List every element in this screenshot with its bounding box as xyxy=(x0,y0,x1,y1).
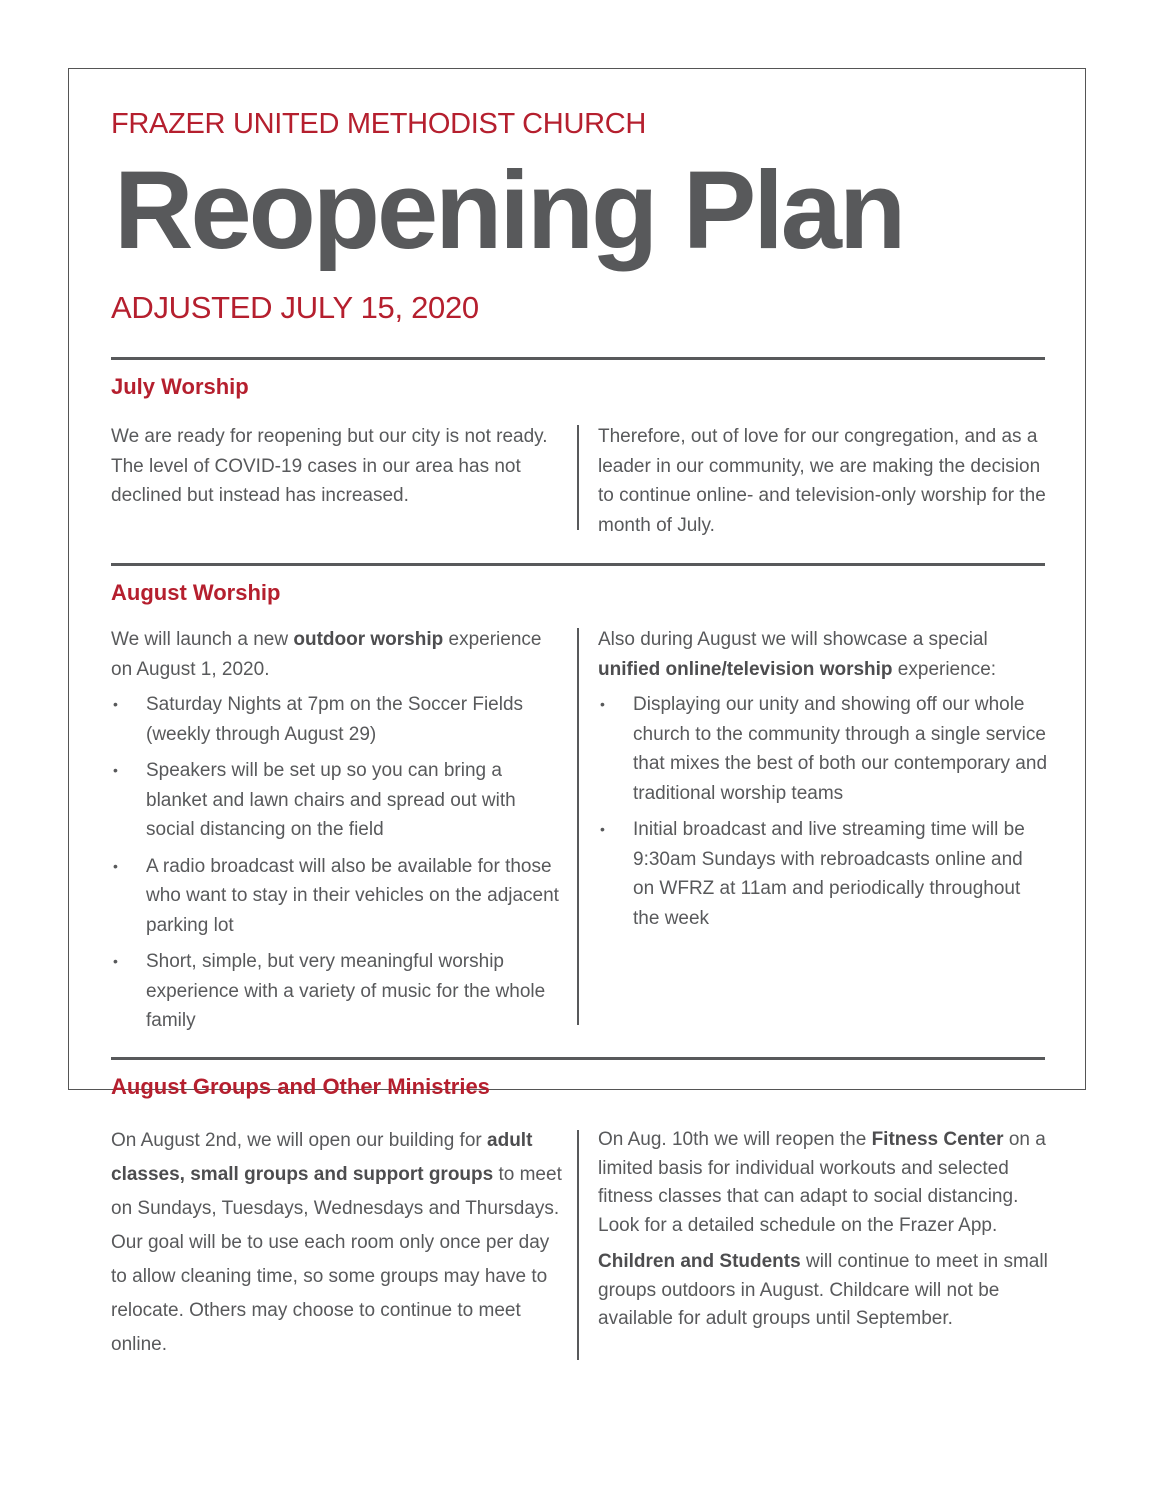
bold-text: Fitness Center xyxy=(871,1129,1004,1150)
text: Also during August we will showcase a special xyxy=(598,629,988,650)
july-right-paragraph: Therefore, out of love for our congregation, and as a leader in our community, we are making the decision to continue online- and television-only worship for the month of July. xyxy=(598,426,1046,536)
section-divider xyxy=(111,563,1045,566)
column-divider xyxy=(577,628,579,1025)
text: to meet on Sundays, Tuesdays, Wednesdays and Thursdays. Our goal will be to use each room only once per day to allow cleaning time, so some groups may have to relocate. Others may choose to continue to meet online. xyxy=(111,1164,562,1355)
section-divider xyxy=(111,1057,1045,1060)
page-title: Reopening Plan xyxy=(114,149,904,272)
list-item: • A radio broadcast will also be available for those who want to stay in their vehicles on the adjacent parking lot xyxy=(111,852,566,941)
bold-text: outdoor worship xyxy=(293,629,444,650)
column-divider xyxy=(577,425,579,530)
august-right-column xyxy=(598,625,1048,940)
fitness-paragraph xyxy=(598,1126,1048,1240)
list-item: • Saturday Nights at 7pm on the Soccer Fields (weekly through August 29) xyxy=(111,690,566,749)
list-item: • Speakers will be set up so you can bring a blanket and lawn chairs and spread out with social distancing on the field xyxy=(111,756,566,845)
text: On Aug. 10th we will reopen the xyxy=(598,1129,872,1150)
text: We will launch a new xyxy=(111,629,294,650)
column-divider xyxy=(577,1130,579,1360)
list-item: • Short, simple, but very meaningful worship experience with a variety of music for the whole family xyxy=(111,947,566,1036)
august-left-column xyxy=(111,625,566,1043)
groups-left-paragraph xyxy=(111,1124,566,1362)
text: will continue to meet in small groups outdoors in August. Childcare will not be available for adult groups until September. xyxy=(598,1251,1048,1329)
july-left-text xyxy=(111,422,566,511)
text: experience: xyxy=(892,658,997,680)
bold-text: adult classes, small groups and support groups xyxy=(111,1130,533,1185)
text: On August 2nd, we will open our building for xyxy=(111,1130,488,1151)
august-heading: August Worship xyxy=(111,580,281,605)
list-item: • Initial broadcast and live streaming time will be 9:30am Sundays with rebroadcasts online and on WFRZ at 11am and periodically throughout the week xyxy=(598,815,1048,933)
bold-text: Children and Students xyxy=(598,1251,801,1272)
july-left-paragraph: We are ready for reopening but our city is not ready. The level of COVID-19 cases in our area has not declined but instead has increased. xyxy=(111,426,548,506)
groups-heading: August Groups and Other Ministries xyxy=(111,1074,490,1099)
organization-name: FRAZER UNITED METHODIST CHURCH xyxy=(111,108,647,140)
text: experience on August 1, 2020. xyxy=(111,629,542,680)
children-paragraph xyxy=(598,1248,1048,1334)
july-right-text xyxy=(598,422,1048,540)
list-item: • Displaying our unity and showing off our whole church to the community through a single service that mixes the best of both our contemporary and traditional worship teams xyxy=(598,690,1048,808)
text: on a limited basis for individual workouts and selected fitness classes that can adapt to social distancing. Look for a detailed schedule on the Frazer App. xyxy=(598,1129,1046,1236)
july-heading: July Worship xyxy=(111,374,249,399)
august-left-list xyxy=(111,690,566,1036)
adjusted-date: ADJUSTED JULY 15, 2020 xyxy=(111,290,479,325)
bold-text: unified online/television worship xyxy=(598,658,893,680)
section-divider xyxy=(111,357,1045,360)
groups-right-column xyxy=(598,1126,1048,1334)
groups-left-column xyxy=(111,1124,566,1362)
august-left-intro xyxy=(111,625,566,684)
august-right-intro xyxy=(598,625,1048,684)
august-right-list xyxy=(598,690,1048,933)
